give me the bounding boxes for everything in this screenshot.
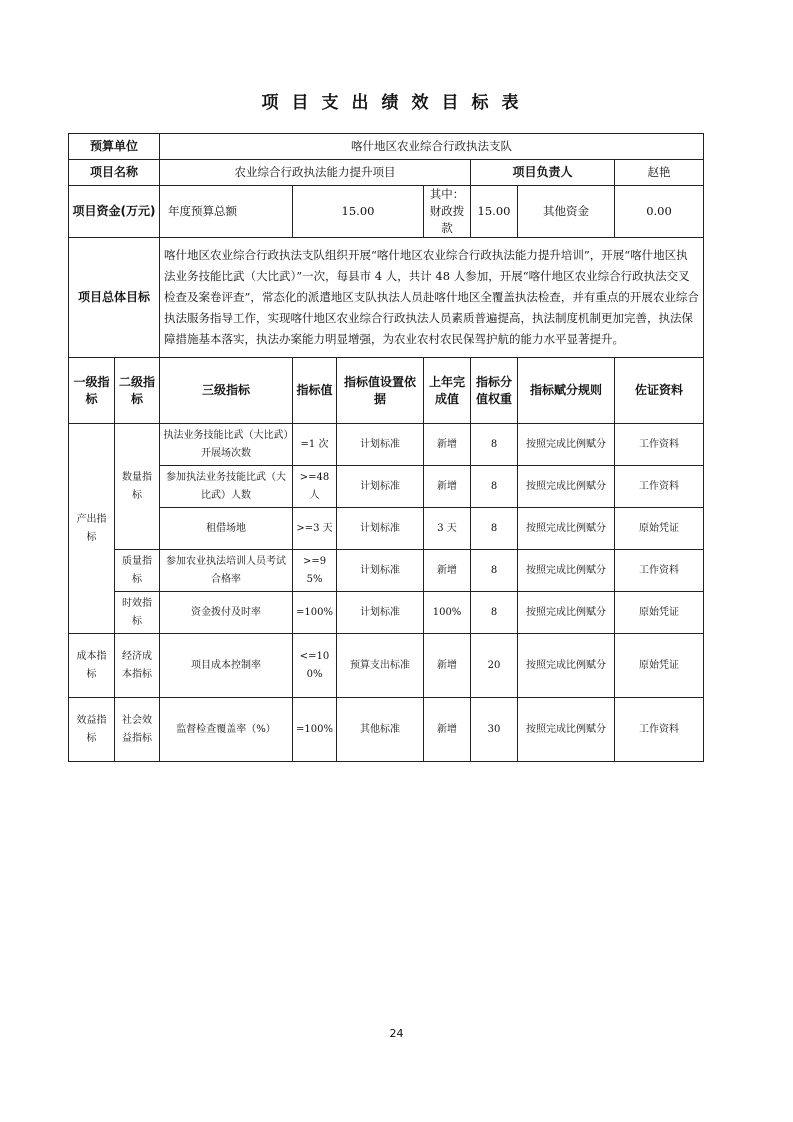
category-cost: 成本指标 — [69, 634, 115, 698]
indicator-name: 资金拨付及时率 — [160, 592, 293, 634]
header-evidence: 佐证资料 — [615, 358, 704, 424]
indicator-rule: 按照完成比例赋分 — [518, 550, 615, 592]
table-row — [69, 698, 704, 762]
indicator-weight: 8 — [471, 466, 518, 508]
title-char: 表 — [501, 93, 532, 113]
title-char: 目 — [441, 93, 472, 113]
indicator-name: 监督检查覆盖率（%） — [160, 698, 293, 762]
indicator-value: =1 次 — [293, 424, 337, 466]
table-row — [69, 550, 704, 592]
indicator-weight: 8 — [471, 592, 518, 634]
indicator-value: =100% — [293, 698, 337, 762]
title-char: 支 — [321, 93, 352, 113]
other-funds-label: 其他资金 — [518, 186, 615, 238]
indicator-weight: 8 — [471, 550, 518, 592]
indicator-evidence: 工作资料 — [615, 550, 704, 592]
indicator-last: 新增 — [424, 550, 471, 592]
indicator-name: 参加农业执法培训人员考试合格率 — [160, 550, 293, 592]
category-timeliness: 时效指标 — [115, 592, 160, 634]
indicator-value: >=48 人 — [293, 466, 337, 508]
indicator-evidence: 原始凭证 — [615, 592, 704, 634]
indicator-evidence: 工作资料 — [615, 466, 704, 508]
header-basis: 指标值设置依据 — [337, 358, 424, 424]
performance-table — [68, 133, 704, 762]
indicator-value: >=3 天 — [293, 508, 337, 550]
manager-value: 赵艳 — [615, 160, 704, 186]
budget-unit-row — [69, 134, 704, 160]
project-name-label: 项目名称 — [69, 160, 160, 186]
budget-unit-value: 喀什地区农业综合行政执法支队 — [160, 134, 704, 160]
annual-budget-label: 年度预算总额 — [160, 186, 293, 238]
indicator-last: 新增 — [424, 466, 471, 508]
title-char: 出 — [351, 93, 382, 113]
indicator-weight: 20 — [471, 634, 518, 698]
indicator-basis: 计划标准 — [337, 508, 424, 550]
indicator-rule: 按照完成比例赋分 — [518, 466, 615, 508]
page-number: 24 — [389, 1027, 404, 1040]
table-row — [69, 592, 704, 634]
title-char: 项 — [261, 93, 292, 113]
indicator-last: 100% — [424, 592, 471, 634]
goal-text: 喀什地区农业综合行政执法支队组织开展“喀什地区农业综合行政执法能力提升培训”，开展“喀什地区执法业务技能比武（大比武）”一次，每县市 4 人，共计 48 人参加，开展“喀什地区农业综合行政执法交叉检查及案卷评查”，常态化的派遣地区支队执法人员赴喀什地区全覆盖执法检查，并有重点的开展农业综合执法服务指导工作，实现喀什地区农业综合行政执法人员素质普遍提高，执法制度机制更加完善，执法保障措施基本落实，执法办案能力明显增强，为农业农村农民保驾护航的能力水平显著提升。 — [160, 238, 704, 358]
budget-unit-label: 预算单位 — [69, 134, 160, 160]
indicator-name: 租借场地 — [160, 508, 293, 550]
indicator-name: 执法业务技能比武（大比武）开展场次数 — [160, 424, 293, 466]
table-row — [69, 508, 704, 550]
indicator-weight: 8 — [471, 508, 518, 550]
indicator-basis: 计划标准 — [337, 592, 424, 634]
indicator-weight: 8 — [471, 424, 518, 466]
header-last-year: 上年完成值 — [424, 358, 471, 424]
category-quality: 质量指标 — [115, 550, 160, 592]
header-rule: 指标赋分规则 — [518, 358, 615, 424]
project-name-value: 农业综合行政执法能力提升项目 — [160, 160, 471, 186]
header-level1: 一级指标 — [69, 358, 115, 424]
fiscal-label: 其中：财政拨款 — [424, 186, 471, 238]
indicator-evidence: 原始凭证 — [615, 634, 704, 698]
funds-row — [69, 186, 704, 238]
indicator-evidence: 工作资料 — [615, 698, 704, 762]
indicator-value: <=100% — [293, 634, 337, 698]
category-quantity: 数量指标 — [115, 424, 160, 550]
category-economic-cost: 经济成本指标 — [115, 634, 160, 698]
indicator-basis: 预算支出标准 — [337, 634, 424, 698]
title-char: 绩 — [381, 93, 412, 113]
header-weight: 指标分值权重 — [471, 358, 518, 424]
indicator-last: 新增 — [424, 424, 471, 466]
manager-label: 项目负责人 — [471, 160, 615, 186]
header-level3: 三级指标 — [160, 358, 293, 424]
header-level2: 二级指标 — [115, 358, 160, 424]
indicator-last: 新增 — [424, 698, 471, 762]
header-row — [69, 358, 704, 424]
title-char: 目 — [291, 93, 322, 113]
indicator-last: 3 天 — [424, 508, 471, 550]
indicator-rule: 按照完成比例赋分 — [518, 508, 615, 550]
indicator-name: 项目成本控制率 — [160, 634, 293, 698]
table-row — [69, 424, 704, 466]
indicator-value: =100% — [293, 592, 337, 634]
table-row — [69, 466, 704, 508]
indicator-rule: 按照完成比例赋分 — [518, 424, 615, 466]
table-row — [69, 634, 704, 698]
indicator-evidence: 原始凭证 — [615, 508, 704, 550]
fiscal-value: 15.00 — [471, 186, 518, 238]
goal-label: 项目总体目标 — [69, 238, 160, 358]
header-value: 指标值 — [293, 358, 337, 424]
other-funds-value: 0.00 — [615, 186, 704, 238]
title-char: 标 — [471, 93, 502, 113]
indicator-last: 新增 — [424, 634, 471, 698]
category-benefit: 效益指标 — [69, 698, 115, 762]
category-social-benefit: 社会效益指标 — [115, 698, 160, 762]
indicator-basis: 计划标准 — [337, 424, 424, 466]
goal-row — [69, 238, 704, 358]
title-char: 效 — [411, 93, 442, 113]
page-title — [0, 88, 793, 113]
project-name-row — [69, 160, 704, 186]
annual-budget-value: 15.00 — [293, 186, 424, 238]
indicator-basis: 计划标准 — [337, 550, 424, 592]
indicator-rule: 按照完成比例赋分 — [518, 634, 615, 698]
indicator-basis: 其他标准 — [337, 698, 424, 762]
indicator-basis: 计划标准 — [337, 466, 424, 508]
funds-label: 项目资金(万元) — [69, 186, 160, 238]
category-output: 产出指标 — [69, 424, 115, 634]
indicator-weight: 30 — [471, 698, 518, 762]
indicator-name: 参加执法业务技能比武（大比武）人数 — [160, 466, 293, 508]
indicator-rule: 按照完成比例赋分 — [518, 592, 615, 634]
indicator-evidence: 工作资料 — [615, 424, 704, 466]
indicator-rule: 按照完成比例赋分 — [518, 698, 615, 762]
indicator-value: >=95% — [293, 550, 337, 592]
